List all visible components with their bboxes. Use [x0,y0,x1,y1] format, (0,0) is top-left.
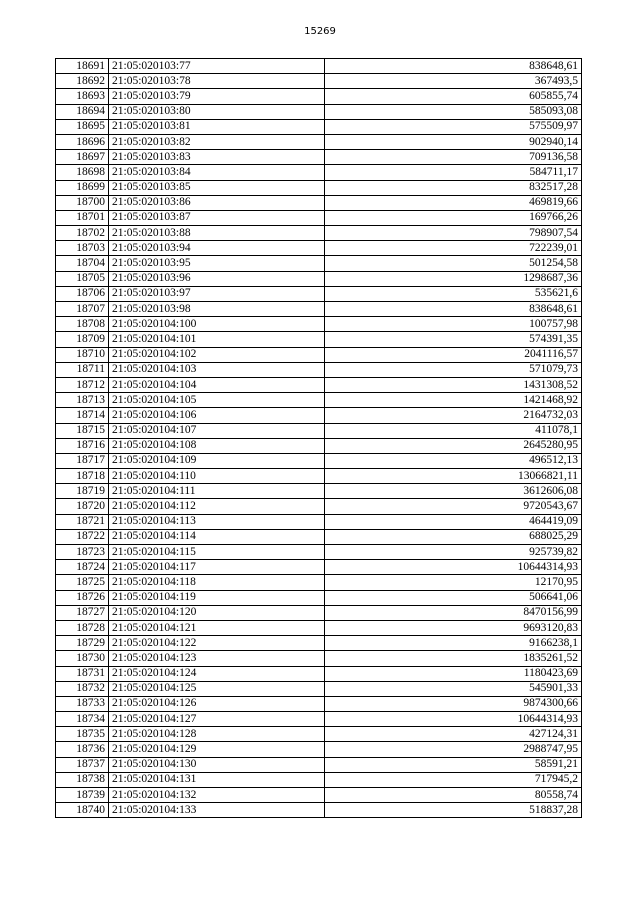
cadastral-number-cell: 21:05:020103:84 [109,165,325,180]
row-number-cell: 18697 [56,150,109,165]
row-number-cell: 18692 [56,74,109,89]
table-row [56,89,582,104]
row-number-cell: 18695 [56,119,109,134]
value-cell: 496512,13 [325,453,582,468]
row-number-cell: 18703 [56,241,109,256]
row-number-cell: 18706 [56,286,109,301]
cadastral-number-cell: 21:05:020104:129 [109,742,325,757]
table-row [56,317,582,332]
row-number-cell: 18734 [56,712,109,727]
cadastral-number-cell: 21:05:020104:106 [109,408,325,423]
cadastral-number-cell: 21:05:020103:98 [109,302,325,317]
row-number-cell: 18724 [56,560,109,575]
table-row [56,362,582,377]
table-row [56,74,582,89]
table-row [56,377,582,392]
value-cell: 506641,06 [325,590,582,605]
row-number-cell: 18717 [56,453,109,468]
value-cell: 585093,08 [325,104,582,119]
page-number: 15269 [304,26,336,37]
value-cell: 925739,82 [325,545,582,560]
row-number-cell: 18694 [56,104,109,119]
value-cell: 2988747,95 [325,742,582,757]
table-row [56,59,582,74]
cadastral-number-cell: 21:05:020104:122 [109,636,325,651]
cadastral-number-cell: 21:05:020104:128 [109,727,325,742]
cadastral-number-cell: 21:05:020103:77 [109,59,325,74]
row-number-cell: 18709 [56,332,109,347]
table-row [56,757,582,772]
cadastral-number-cell: 21:05:020104:120 [109,605,325,620]
table-row [56,119,582,134]
value-cell: 9874300,66 [325,696,582,711]
row-number-cell: 18701 [56,210,109,225]
value-cell: 13066821,11 [325,469,582,484]
value-cell: 2041116,57 [325,347,582,362]
value-cell: 80558,74 [325,788,582,803]
row-number-cell: 18732 [56,681,109,696]
cadastral-number-cell: 21:05:020104:127 [109,712,325,727]
cadastral-number-cell: 21:05:020104:105 [109,393,325,408]
table-row [56,620,582,635]
table-row [56,696,582,711]
value-cell: 2645280,95 [325,438,582,453]
value-cell: 575509,97 [325,119,582,134]
table-row [56,271,582,286]
table-row [56,302,582,317]
cadastral-number-cell: 21:05:020104:130 [109,757,325,772]
row-number-cell: 18729 [56,636,109,651]
value-cell: 9720543,67 [325,499,582,514]
value-cell: 798907,54 [325,226,582,241]
row-number-cell: 18730 [56,651,109,666]
table-row [56,286,582,301]
value-cell: 584711,17 [325,165,582,180]
registry-table [55,58,582,818]
value-cell: 574391,35 [325,332,582,347]
row-number-cell: 18739 [56,788,109,803]
table-row [56,134,582,149]
cadastral-number-cell: 21:05:020103:80 [109,104,325,119]
cadastral-number-cell: 21:05:020104:123 [109,651,325,666]
value-cell: 2164732,03 [325,408,582,423]
table-row [56,727,582,742]
value-cell: 518837,28 [325,803,582,818]
table-row [56,408,582,423]
value-cell: 501254,58 [325,256,582,271]
table-row [56,605,582,620]
table-row [56,788,582,803]
row-number-cell: 18710 [56,347,109,362]
table-row [56,210,582,225]
table-row [56,393,582,408]
table-row [56,575,582,590]
table-row [56,165,582,180]
row-number-cell: 18707 [56,302,109,317]
row-number-cell: 18727 [56,605,109,620]
cadastral-number-cell: 21:05:020104:132 [109,788,325,803]
value-cell: 717945,2 [325,772,582,787]
row-number-cell: 18713 [56,393,109,408]
value-cell: 722239,01 [325,241,582,256]
row-number-cell: 18740 [56,803,109,818]
table-row [56,195,582,210]
value-cell: 169766,26 [325,210,582,225]
row-number-cell: 18722 [56,529,109,544]
row-number-cell: 18702 [56,226,109,241]
cadastral-number-cell: 21:05:020104:110 [109,469,325,484]
table-row [56,484,582,499]
row-number-cell: 18698 [56,165,109,180]
cadastral-number-cell: 21:05:020103:87 [109,210,325,225]
cadastral-number-cell: 21:05:020103:85 [109,180,325,195]
cadastral-number-cell: 21:05:020104:114 [109,529,325,544]
row-number-cell: 18712 [56,377,109,392]
value-cell: 3612606,08 [325,484,582,499]
value-cell: 1298687,36 [325,271,582,286]
row-number-cell: 18721 [56,514,109,529]
registry-table-body [56,59,582,818]
cadastral-number-cell: 21:05:020104:107 [109,423,325,438]
cadastral-number-cell: 21:05:020104:100 [109,317,325,332]
table-row [56,453,582,468]
row-number-cell: 18711 [56,362,109,377]
row-number-cell: 18704 [56,256,109,271]
cadastral-number-cell: 21:05:020104:102 [109,347,325,362]
table-row [56,636,582,651]
cadastral-number-cell: 21:05:020103:86 [109,195,325,210]
value-cell: 902940,14 [325,134,582,149]
table-row [56,180,582,195]
row-number-cell: 18733 [56,696,109,711]
cadastral-number-cell: 21:05:020104:117 [109,560,325,575]
row-number-cell: 18728 [56,620,109,635]
value-cell: 1421468,92 [325,393,582,408]
value-cell: 411078,1 [325,423,582,438]
row-number-cell: 18726 [56,590,109,605]
cadastral-number-cell: 21:05:020103:82 [109,134,325,149]
cadastral-number-cell: 21:05:020104:115 [109,545,325,560]
row-number-cell: 18700 [56,195,109,210]
cadastral-number-cell: 21:05:020104:111 [109,484,325,499]
row-number-cell: 18719 [56,484,109,499]
value-cell: 427124,31 [325,727,582,742]
cadastral-number-cell: 21:05:020103:78 [109,74,325,89]
value-cell: 571079,73 [325,362,582,377]
value-cell: 100757,98 [325,317,582,332]
row-number-cell: 18738 [56,772,109,787]
value-cell: 832517,28 [325,180,582,195]
cadastral-number-cell: 21:05:020104:126 [109,696,325,711]
row-number-cell: 18708 [56,317,109,332]
cadastral-number-cell: 21:05:020104:125 [109,681,325,696]
table-row [56,772,582,787]
value-cell: 535621,6 [325,286,582,301]
table-row [56,666,582,681]
value-cell: 367493,5 [325,74,582,89]
row-number-cell: 18736 [56,742,109,757]
row-number-cell: 18699 [56,180,109,195]
table-row [56,545,582,560]
row-number-cell: 18716 [56,438,109,453]
value-cell: 9166238,1 [325,636,582,651]
table-row [56,651,582,666]
value-cell: 1835261,52 [325,651,582,666]
cadastral-number-cell: 21:05:020104:113 [109,514,325,529]
table-row [56,241,582,256]
table-row [56,742,582,757]
table-row [56,590,582,605]
cadastral-number-cell: 21:05:020103:81 [109,119,325,134]
table-row [56,423,582,438]
cadastral-number-cell: 21:05:020104:133 [109,803,325,818]
cadastral-number-cell: 21:05:020104:109 [109,453,325,468]
table-row [56,514,582,529]
value-cell: 8470156,99 [325,605,582,620]
value-cell: 469819,66 [325,195,582,210]
value-cell: 10644314,93 [325,712,582,727]
row-number-cell: 18723 [56,545,109,560]
row-number-cell: 18714 [56,408,109,423]
row-number-cell: 18720 [56,499,109,514]
cadastral-number-cell: 21:05:020103:95 [109,256,325,271]
cadastral-number-cell: 21:05:020104:101 [109,332,325,347]
cadastral-number-cell: 21:05:020103:83 [109,150,325,165]
value-cell: 838648,61 [325,59,582,74]
value-cell: 12170,95 [325,575,582,590]
value-cell: 464419,09 [325,514,582,529]
cadastral-number-cell: 21:05:020103:97 [109,286,325,301]
cadastral-number-cell: 21:05:020104:103 [109,362,325,377]
row-number-cell: 18735 [56,727,109,742]
table-row [56,332,582,347]
value-cell: 9693120,83 [325,620,582,635]
value-cell: 1431308,52 [325,377,582,392]
table-row [56,712,582,727]
cadastral-number-cell: 21:05:020103:88 [109,226,325,241]
cadastral-number-cell: 21:05:020104:112 [109,499,325,514]
table-row [56,803,582,818]
cadastral-number-cell: 21:05:020104:119 [109,590,325,605]
value-cell: 545901,33 [325,681,582,696]
row-number-cell: 18693 [56,89,109,104]
table-row [56,347,582,362]
cadastral-number-cell: 21:05:020103:79 [109,89,325,104]
value-cell: 58591,21 [325,757,582,772]
value-cell: 605855,74 [325,89,582,104]
row-number-cell: 18718 [56,469,109,484]
row-number-cell: 18731 [56,666,109,681]
row-number-cell: 18725 [56,575,109,590]
table-row [56,226,582,241]
row-number-cell: 18737 [56,757,109,772]
cadastral-number-cell: 21:05:020104:118 [109,575,325,590]
table-row [56,681,582,696]
row-number-cell: 18715 [56,423,109,438]
table-row [56,438,582,453]
table-row [56,469,582,484]
value-cell: 688025,29 [325,529,582,544]
value-cell: 838648,61 [325,302,582,317]
value-cell: 10644314,93 [325,560,582,575]
row-number-cell: 18705 [56,271,109,286]
cadastral-number-cell: 21:05:020103:96 [109,271,325,286]
row-number-cell: 18691 [56,59,109,74]
row-number-cell: 18696 [56,134,109,149]
table-row [56,150,582,165]
value-cell: 709136,58 [325,150,582,165]
table-row [56,560,582,575]
cadastral-number-cell: 21:05:020104:108 [109,438,325,453]
table-row [56,256,582,271]
cadastral-number-cell: 21:05:020103:94 [109,241,325,256]
cadastral-number-cell: 21:05:020104:124 [109,666,325,681]
table-row [56,499,582,514]
cadastral-number-cell: 21:05:020104:121 [109,620,325,635]
value-cell: 1180423,69 [325,666,582,681]
cadastral-number-cell: 21:05:020104:131 [109,772,325,787]
table-row [56,104,582,119]
cadastral-number-cell: 21:05:020104:104 [109,377,325,392]
table-row [56,529,582,544]
